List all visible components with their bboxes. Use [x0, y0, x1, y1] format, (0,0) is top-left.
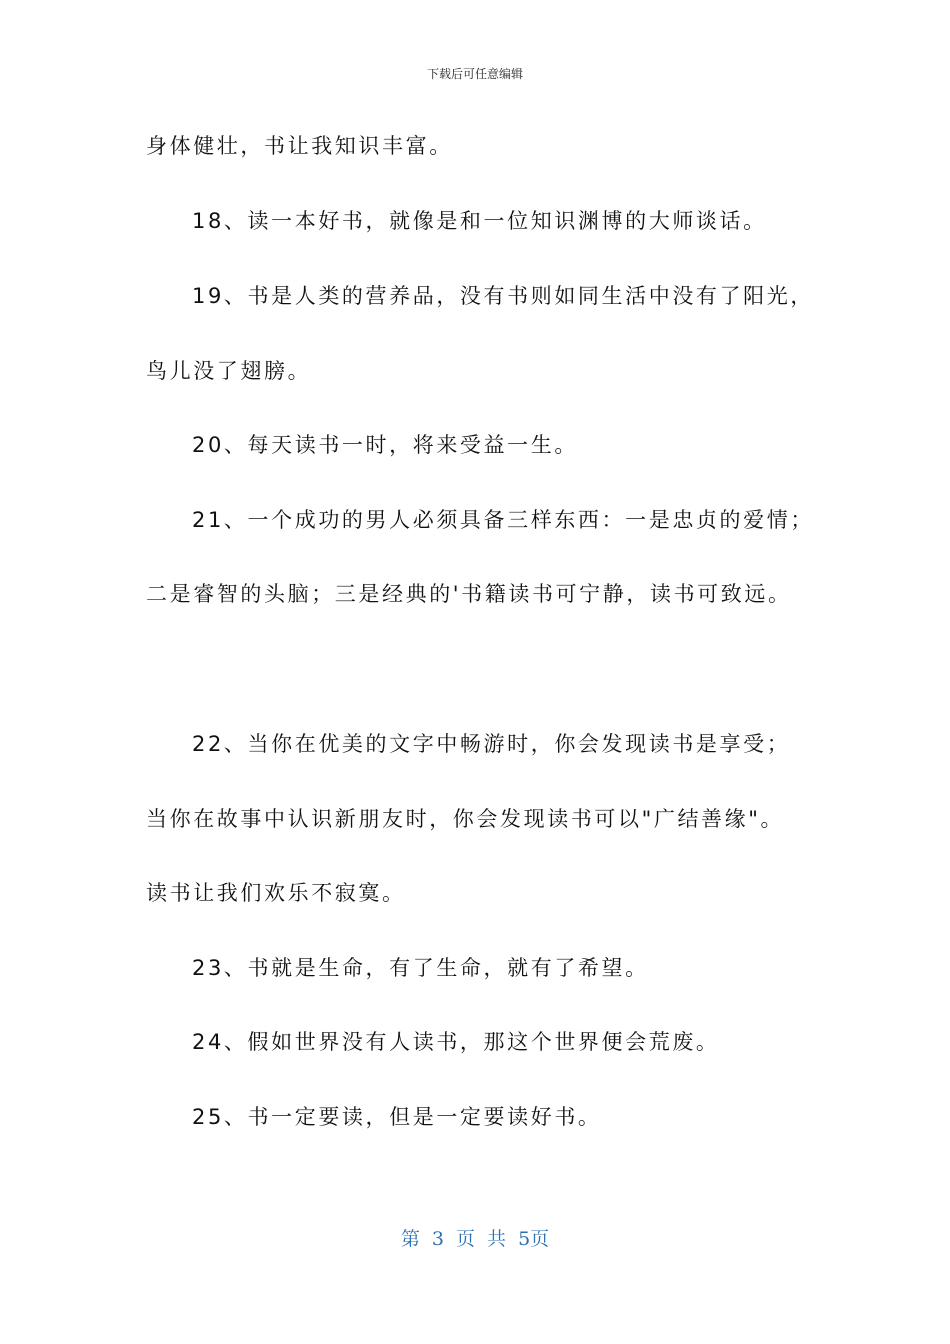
- text-line: 身体健壮，书让我知识丰富。: [146, 134, 453, 158]
- text-line: 读书让我们欢乐不寂寞。: [146, 881, 406, 905]
- text-line: 21、一个成功的男人必须具备三样东西：一是忠贞的爱情；: [192, 508, 814, 532]
- text-line: 二是睿智的头脑；三是经典的'书籍读书可宁静，读书可致远。: [146, 582, 792, 606]
- page-number: 第 3 页 共 5页: [400, 1228, 550, 1250]
- page-header: 下载后可任意编辑: [426, 67, 523, 81]
- text-line: 25、书一定要读，但是一定要读好书。: [192, 1105, 602, 1129]
- text-line: 24、假如世界没有人读书，那这个世界便会荒废。: [192, 1030, 720, 1054]
- text-line: 23、书就是生命，有了生命，就有了希望。: [192, 956, 649, 980]
- text-line: 当你在故事中认识新朋友时，你会发现读书可以"广结善缘"。: [146, 807, 785, 831]
- text-line: 19、书是人类的营养品，没有书则如同生活中没有了阳光，: [192, 284, 814, 308]
- text-line: 22、当你在优美的文字中畅游时，你会发现读书是享受；: [192, 732, 791, 756]
- text-line: 20、每天读书一时，将来受益一生。: [192, 433, 578, 457]
- text-line: 18、读一本好书，就像是和一位知识渊博的大师谈话。: [192, 209, 767, 233]
- text-line: 鸟儿没了翅膀。: [146, 359, 312, 383]
